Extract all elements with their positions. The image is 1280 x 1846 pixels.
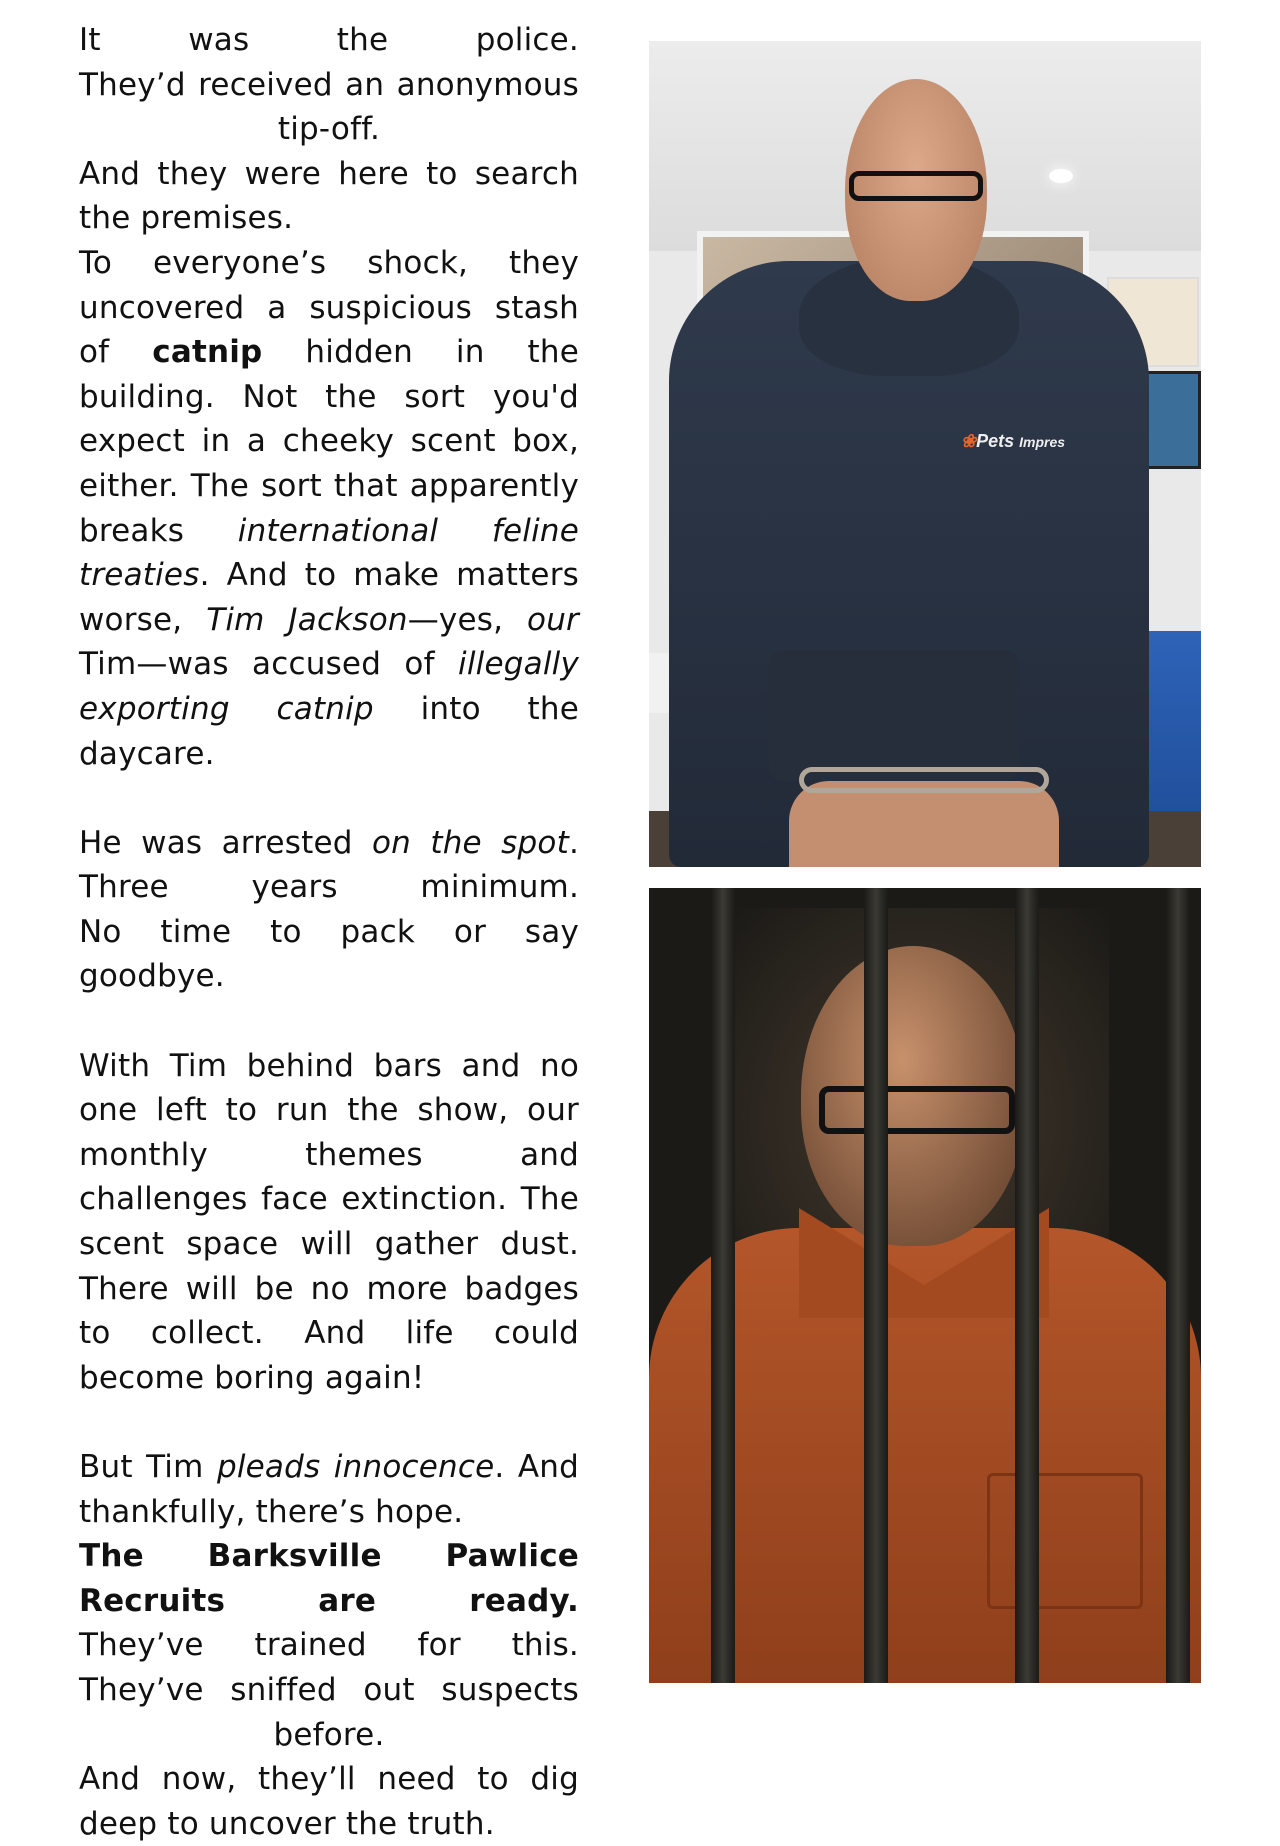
jail-bar [711, 888, 735, 1683]
story-paragraph-truth: And now, they’ll need to dig deep to uncover the truth. [79, 1761, 579, 1842]
word: was [188, 22, 250, 58]
jumpsuit-pocket [987, 1473, 1143, 1609]
photo-handcuffed-man-office [649, 41, 1201, 867]
story-paragraph-innocence: But Tim pleads innocence. And thankfully, there’s hope. [79, 1449, 579, 1530]
word: police. [475, 22, 579, 58]
photo-man-behind-bars [649, 888, 1201, 1683]
paw-icon: ❀ [961, 431, 977, 451]
story-line-trained: They’ve trained for this. [79, 1627, 579, 1664]
handcuffs [799, 767, 1049, 793]
story-line-before: before. [273, 1716, 385, 1753]
glasses [819, 1086, 1015, 1134]
hands [789, 781, 1059, 867]
jail-bar [1015, 888, 1039, 1683]
story-paragraph-extinction: With Tim behind bars and no one left to run the show, our monthly themes and challenges face extinction. The scent space will gather dust. There will be no more badges to collect. And life could become boring again! [79, 1047, 579, 1396]
pets-logo: ❀Pets Impres [961, 431, 1066, 451]
story-line-goodbye: No time to pack or say goodbye. [79, 913, 579, 995]
story-line-police [79, 18, 579, 63]
story-text-column [79, 18, 579, 1846]
story-paragraph-catnip: To everyone’s shock, they uncovered a suspicious stash of catnip hidden in the building. Not the sort you'd expect in a cheeky scent box, either. The sort that apparently breaks international feline treaties. And to make matters worse, Tim Jackson—yes, our Tim—was accused of illegally exporting catnip into the daycare. [79, 244, 580, 772]
jail-bar [1166, 888, 1190, 1683]
computer-monitor [1141, 371, 1201, 469]
jail-bar [864, 888, 888, 1683]
glasses [849, 171, 983, 201]
story-line-tip: They’d received an anonymous [79, 66, 579, 103]
story-line-tipoff: tip-off. [277, 111, 381, 148]
bold-catnip: catnip [152, 334, 263, 371]
word: the [336, 22, 389, 58]
story-bold-recruits: The Barksville Pawlice Recruits are ready. [79, 1538, 579, 1619]
story-paragraph-search: And they were here to search the premises. [79, 155, 579, 237]
story-paragraph-arrest: He was arrested on the spot. Three years minimum. [79, 824, 579, 906]
story-line-sniffed: They’ve sniffed out suspects [79, 1671, 579, 1708]
hoodie-pocket [769, 651, 1019, 781]
ceiling-light [1049, 169, 1073, 183]
word: It [79, 22, 101, 58]
